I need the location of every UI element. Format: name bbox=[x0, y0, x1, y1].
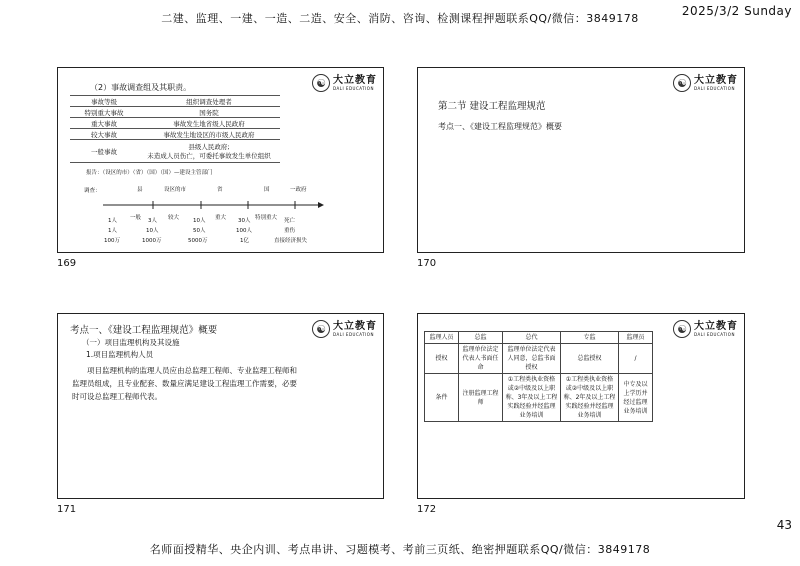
slide-title: 考点一、《建设工程监理规范》概要 bbox=[70, 325, 218, 336]
handler-cell: 组织调查处理者 bbox=[138, 96, 280, 107]
slide-title: （2）事故调查组及其职责。 bbox=[90, 83, 192, 92]
accident-table bbox=[70, 95, 280, 163]
investigate-item: 省 bbox=[217, 187, 223, 193]
page-date: 2025/3/2 Sunday bbox=[681, 4, 792, 18]
investigate-label: 调查： bbox=[84, 188, 101, 194]
slide-logo bbox=[312, 74, 377, 92]
table-row bbox=[425, 374, 653, 422]
injury-value: 50人 bbox=[193, 228, 206, 234]
handler-cell: 事故发生地设区的市级人民政府 bbox=[138, 129, 280, 140]
table-cell: 中专及以上学历并经过监理业务培训 bbox=[619, 374, 653, 422]
injury-value: 10人 bbox=[146, 228, 159, 234]
death-value: 死亡 bbox=[284, 218, 296, 224]
logo-name: 大立教育 bbox=[333, 320, 377, 332]
slide-number: 170 bbox=[417, 258, 437, 269]
table-row bbox=[425, 344, 653, 374]
logo-name: 大立教育 bbox=[694, 74, 738, 86]
death-value: 3人 bbox=[148, 218, 157, 224]
logo-icon: ☯ bbox=[312, 320, 330, 338]
handler-cell: 事故发生地省级人民政府 bbox=[138, 118, 280, 129]
death-value: 10人 bbox=[193, 218, 206, 224]
level-label: 一般 bbox=[130, 215, 142, 221]
loss-value: 1000万 bbox=[142, 238, 162, 244]
investigate-item: 国 bbox=[264, 187, 270, 193]
table-row bbox=[70, 118, 280, 129]
accident-level-cell: 重大事故 bbox=[70, 118, 138, 129]
column-header: 专监 bbox=[561, 332, 619, 344]
death-value: 1人 bbox=[108, 218, 117, 224]
table-row bbox=[70, 96, 280, 107]
logo-subtitle: DALI EDUCATION bbox=[333, 331, 374, 337]
slide-logo bbox=[673, 320, 738, 338]
investigate-item: 县 bbox=[137, 187, 143, 193]
logo-subtitle: DALI EDUCATION bbox=[333, 85, 374, 91]
subheading: （一）项目监理机构及其设施 bbox=[82, 338, 180, 347]
page-header: 二建、监理、一建、一造、二造、安全、消防、咨询、检测课程押题联系QQ/微信：3849178 bbox=[161, 12, 639, 25]
table-cell: 总监授权 bbox=[561, 344, 619, 374]
slide-172 bbox=[417, 313, 745, 499]
slide-logo bbox=[312, 320, 377, 338]
slide-169 bbox=[57, 67, 384, 253]
investigate-item: 设区的市 bbox=[164, 187, 187, 193]
accident-level-cell: 一般事故 bbox=[70, 140, 138, 163]
table-header-row bbox=[425, 332, 653, 344]
point-title: 考点一、《建设工程监理规范》概要 bbox=[438, 122, 562, 131]
table-cell: 条件 bbox=[425, 374, 459, 422]
table-cell: 注册监理工程师 bbox=[459, 374, 503, 422]
table-cell: 授权 bbox=[425, 344, 459, 374]
level-label: 较大 bbox=[168, 215, 180, 221]
table-row bbox=[70, 140, 280, 163]
table-cell: ①工程类执业资格或②中级及以上职称、3年及以上工程实践经验并经监理业务培训 bbox=[503, 374, 561, 422]
column-header: 监理人员 bbox=[425, 332, 459, 344]
page-number: 43 bbox=[776, 518, 792, 532]
slide-logo bbox=[673, 74, 738, 92]
page-footer: 名师面授精华、央企内训、考点串讲、习题模考、考前三页纸、绝密押题联系QQ/微信：3849178 bbox=[149, 543, 651, 556]
slide-number: 171 bbox=[57, 504, 77, 515]
level-label: 重大 bbox=[215, 215, 227, 221]
table-cell: ①工程类执业资格或②中级及以上职称、2年及以上工程实践经验并经监理业务培训 bbox=[561, 374, 619, 422]
accident-level-cell: 较大事故 bbox=[70, 129, 138, 140]
table-cell: / bbox=[619, 344, 653, 374]
column-header: 监理员 bbox=[619, 332, 653, 344]
report-row: 报告：（设区的市）（省）（国）（国）—建设主管部门 bbox=[86, 170, 213, 176]
logo-name: 大立教育 bbox=[694, 320, 738, 332]
loss-value: 5000万 bbox=[188, 238, 208, 244]
body-paragraph: 项目监理机构的监理人员应由总监理工程师、专业监理工程师和监理员组成，且专业配套、数量应满足建设工程监理工作需要，必要时可设总监理工程师代表。 bbox=[72, 366, 297, 401]
investigate-item: 一政府 bbox=[290, 187, 307, 193]
loss-value: 1亿 bbox=[240, 238, 249, 244]
loss-value: 直接经济损失 bbox=[274, 238, 308, 244]
slide-number: 169 bbox=[57, 258, 77, 269]
qualification-table bbox=[424, 331, 653, 422]
slide-170 bbox=[417, 67, 745, 253]
accident-level-cell: 事故等级 bbox=[70, 96, 138, 107]
table-cell: 监理单位法定代表人同意，总监书面授权 bbox=[503, 344, 561, 374]
injury-value: 重伤 bbox=[284, 228, 296, 234]
column-header: 总监 bbox=[459, 332, 503, 344]
logo-subtitle: DALI EDUCATION bbox=[694, 85, 735, 91]
table-row bbox=[70, 129, 280, 140]
handler-cell: 县级人民政府; 未造成人员伤亡，可委托事故发生单位组织 bbox=[138, 140, 280, 163]
level-label: 特别重大 bbox=[255, 215, 278, 221]
subheading: 1.项目监理机构人员 bbox=[86, 350, 154, 359]
table-row bbox=[70, 107, 280, 118]
column-header: 总代 bbox=[503, 332, 561, 344]
logo-name: 大立教育 bbox=[333, 74, 377, 86]
timeline-axis bbox=[98, 193, 328, 213]
injury-value: 1人 bbox=[108, 228, 117, 234]
slide-171 bbox=[57, 313, 384, 499]
logo-icon: ☯ bbox=[673, 74, 691, 92]
section-title: 第二节 建设工程监理规范 bbox=[438, 101, 546, 112]
injury-value: 100人 bbox=[236, 228, 252, 234]
death-value: 30人 bbox=[238, 218, 251, 224]
slide-number: 172 bbox=[417, 504, 437, 515]
handler-cell: 国务院 bbox=[138, 107, 280, 118]
accident-level-cell: 特别重大事故 bbox=[70, 107, 138, 118]
logo-subtitle: DALI EDUCATION bbox=[694, 331, 735, 337]
loss-value: 100万 bbox=[104, 238, 120, 244]
logo-icon: ☯ bbox=[312, 74, 330, 92]
logo-icon: ☯ bbox=[673, 320, 691, 338]
table-cell: 监理单位法定代表人书面任命 bbox=[459, 344, 503, 374]
